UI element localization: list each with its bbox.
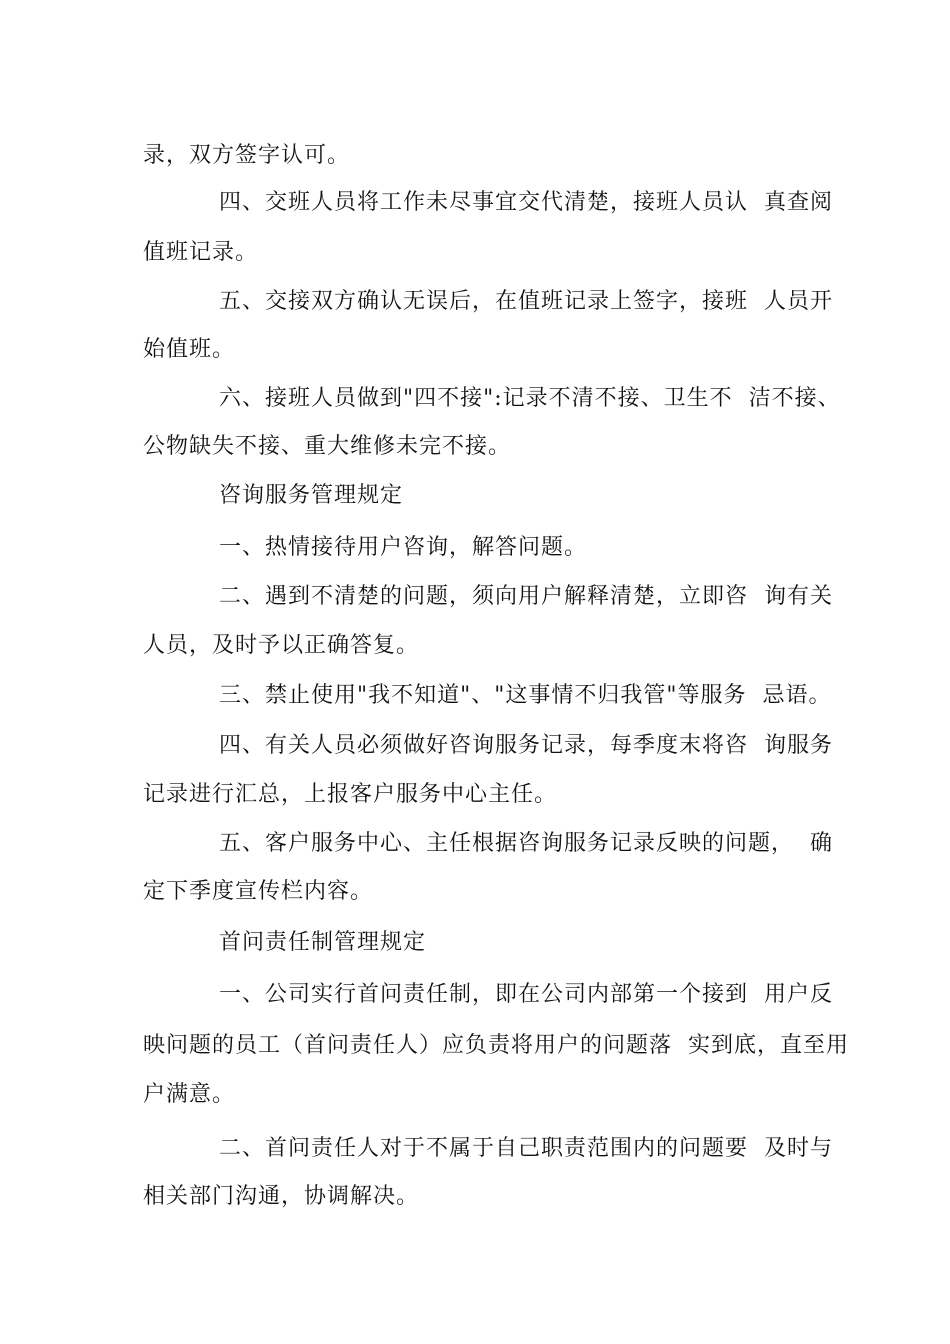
section-heading: 首问责任制管理规定	[219, 930, 427, 955]
text-line: 一、公司实行首问责任制，即在公司内部第一个接到 用户反	[219, 982, 833, 1007]
text-line: 公物缺失不接、重大维修未完不接。	[143, 434, 512, 459]
text-line: 记录进行汇总，上报客户服务中心主任。	[143, 782, 558, 807]
text-line: 一、热情接待用户咨询，解答问题。	[219, 535, 588, 560]
text-line: 相关部门沟通，协调解决。	[143, 1184, 420, 1209]
text-line: 映问题的员工（首问责任人）应负责将用户的问题落 实到底，直至用	[143, 1033, 849, 1058]
text-line: 值班记录。	[143, 240, 259, 265]
text-line: 始值班。	[143, 337, 236, 362]
text-line: 二、遇到不清楚的问题，须向用户解释清楚，立即咨 询有关	[219, 584, 833, 609]
text-line: 人员，及时予以正确答复。	[143, 633, 420, 658]
text-line: 户满意。	[143, 1082, 236, 1107]
text-line: 四、有关人员必须做好咨询服务记录，每季度末将咨 询服务	[219, 733, 833, 758]
section-heading: 咨询服务管理规定	[219, 483, 404, 508]
text-line: 五、交接双方确认无误后，在值班记录上签字，接班 人员开	[219, 289, 833, 314]
text-line: 六、接班人员做到"四不接":记录不清不接、卫生不 洁不接、	[219, 386, 841, 411]
text-line: 四、交班人员将工作未尽事宜交代清楚，接班人员认 真查阅	[219, 190, 833, 215]
text-line: 三、禁止使用"我不知道"、"这事情不归我管"等服务 忌语。	[219, 683, 832, 708]
text-line: 录，双方签字认可。	[143, 143, 351, 168]
text-line: 定下季度宣传栏内容。	[143, 879, 374, 904]
text-line: 二、首问责任人对于不属于自己职责范围内的问题要 及时与	[219, 1136, 833, 1161]
text-line: 五、客户服务中心、主任根据咨询服务记录反映的问题， 确	[219, 831, 833, 856]
